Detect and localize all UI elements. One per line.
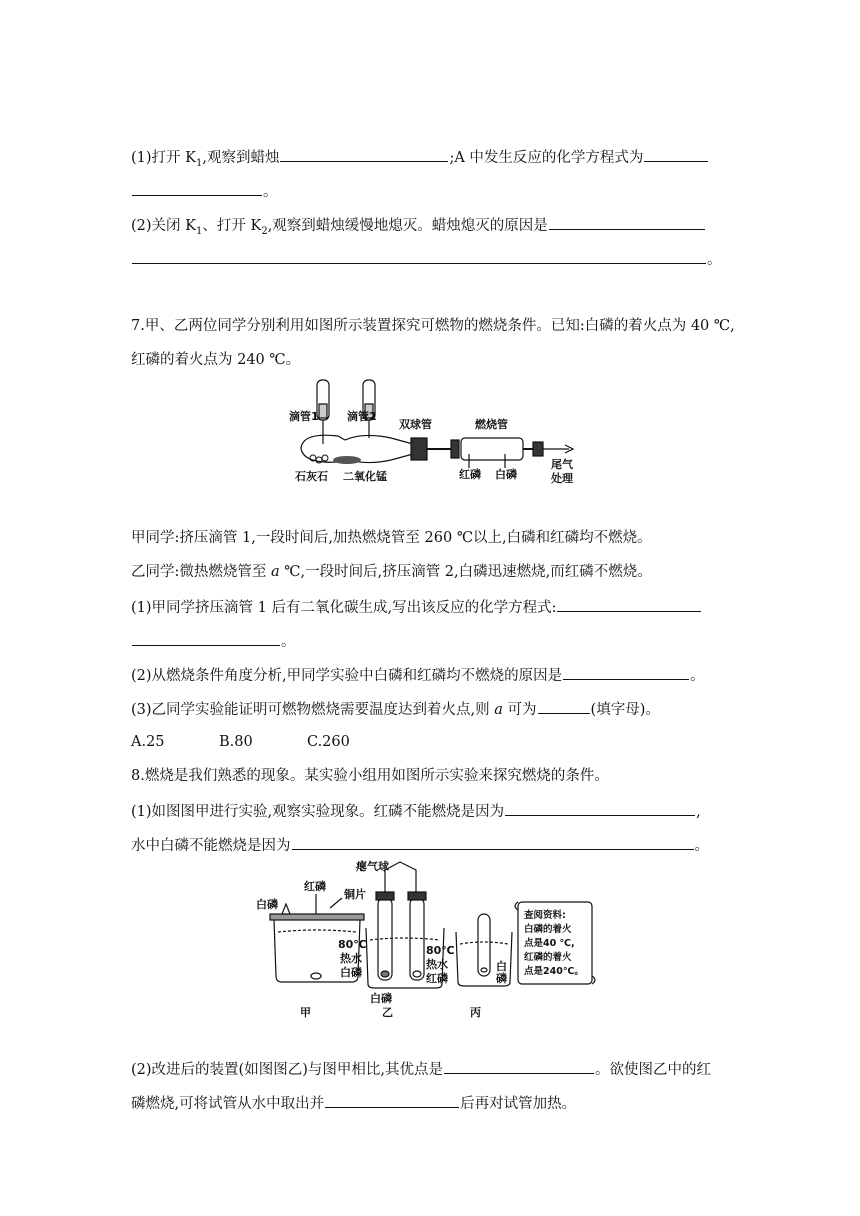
note-line-3: 点是40 ℃, xyxy=(524,938,575,949)
label-white-p-c-1: 白 xyxy=(496,960,507,973)
answer-blank[interactable] xyxy=(563,664,689,680)
q7-yi-text: 乙同学:微热燃烧管至 a ℃,一段时间后,挤压滴管 2,白磷迅速燃烧,而红磷不燃烧。 xyxy=(131,564,652,580)
label-temp-a: 80℃ xyxy=(338,938,367,951)
label-yi: 乙 xyxy=(382,1006,393,1018)
label-mno2: 二氧化锰 xyxy=(343,470,387,483)
label-bing: 丙 xyxy=(470,1006,481,1018)
q6-part1-line1: (1)打开 $K_1$,观察到蜡烛 ;A 中发生反应的化学方程式为 xyxy=(131,146,709,174)
label-tail-gas-1: 尾气 xyxy=(551,458,573,471)
label-hot-water-a: 热水 xyxy=(340,952,362,965)
answer-blank[interactable] xyxy=(325,1092,459,1108)
q7-stem-line1: 7.甲、乙两位同学分别利用如图所示装置探究可燃物的燃烧条件。已知:白磷的着火点为 40 ℃, xyxy=(131,318,735,334)
q7-stem-line2: 红磷的着火点为 240 ℃。 xyxy=(131,352,301,368)
answer-blank[interactable] xyxy=(280,146,448,162)
q7-jia-text: 甲同学:挤压滴管 1,一段时间后,加热燃烧管至 260 ℃以上,白磷和红磷均不燃烧。 xyxy=(131,530,652,546)
label-double-bulb: 双球管 xyxy=(399,418,432,431)
answer-blank[interactable] xyxy=(549,214,705,230)
note-line-4: 红磷的着火 xyxy=(524,952,572,963)
label-white-p-left: 白磷 xyxy=(256,898,278,911)
q7-sub2: (2)从燃烧条件角度分析,甲同学实验中白磷和红磷均不燃烧的原因是 。 xyxy=(131,664,705,686)
label-white-p-a: 白磷 xyxy=(340,966,362,979)
label-tail-gas-2: 处理 xyxy=(551,472,573,485)
q7-apparatus-diagram xyxy=(283,376,583,486)
label-red-p-top: 红磷 xyxy=(304,880,326,893)
q6-part2-line1: (2)关闭 $K_1$、打开 $K_2$,观察到蜡烛缓慢地熄灭。蜡烛熄灭的原因是 xyxy=(131,214,706,242)
q6-part2-line2: 。 xyxy=(131,248,722,270)
label-jia: 甲 xyxy=(300,1006,311,1018)
option-b: B.80 xyxy=(219,734,253,750)
label-copper: 铜片 xyxy=(344,888,366,901)
q8-sub2-line2: 磷燃烧,可将试管从水中取出并 后再对试管加热。 xyxy=(131,1092,576,1114)
answer-blank[interactable] xyxy=(132,630,280,646)
q7-options xyxy=(131,732,350,752)
label-red-phosphorus: 红磷 xyxy=(459,468,481,481)
label-limestone: 石灰石 xyxy=(295,470,328,483)
q6-part1-line2: 。 xyxy=(131,180,278,202)
answer-blank[interactable] xyxy=(132,248,706,264)
note-line-5: 点是240℃。 xyxy=(524,966,584,977)
option-a: A.25 xyxy=(131,734,165,750)
q7-sub1-line2: 。 xyxy=(131,630,296,652)
label-white-p-c-2: 磷 xyxy=(496,972,507,985)
answer-blank[interactable] xyxy=(557,596,701,612)
label-white-p-b: 白磷 xyxy=(370,992,392,1005)
answer-blank[interactable] xyxy=(444,1058,594,1074)
label-balloon: 瘪气球 xyxy=(356,860,389,873)
answer-blank[interactable] xyxy=(132,180,262,196)
q8-stem: 8.燃烧是我们熟悉的现象。某实验小组用如图所示实验来探究燃烧的条件。 xyxy=(131,768,609,784)
answer-blank[interactable] xyxy=(505,800,695,816)
label-hot-water-b: 热水 xyxy=(426,958,448,971)
q8-experiment-diagram xyxy=(256,858,606,1018)
note-line-1: 查阅资料: xyxy=(524,910,566,921)
q8-sub2-line1: (2)改进后的装置(如图图乙)与图甲相比,其优点是 。欲使图乙中的红 xyxy=(131,1058,711,1080)
q8-sub1-line2: 水中白磷不能燃烧是因为 。 xyxy=(131,834,709,856)
label-dropper-2: 滴管2 xyxy=(347,410,377,423)
note-line-2: 白磷的着火 xyxy=(524,924,572,935)
q7-sub1-line1: (1)甲同学挤压滴管 1 后有二氧化碳生成,写出该反应的化学方程式: xyxy=(131,596,702,618)
label-white-phosphorus: 白磷 xyxy=(495,468,517,481)
label-temp-b: 80℃ xyxy=(426,944,455,957)
q8-sub1-line1: (1)如图图甲进行实验,观察实验现象。红磷不能燃烧是因为 , xyxy=(131,800,701,822)
label-red-p-b: 红磷 xyxy=(426,972,448,985)
answer-blank[interactable] xyxy=(644,146,708,162)
answer-blank[interactable] xyxy=(538,698,590,714)
label-dropper-1: 滴管1 xyxy=(289,410,319,423)
option-c: C.260 xyxy=(307,734,350,750)
label-burn-tube: 燃烧管 xyxy=(475,418,508,431)
q7-sub3: (3)乙同学实验能证明可燃物燃烧需要温度达到着火点,则 a 可为 (填字母)。 xyxy=(131,698,660,720)
answer-blank[interactable] xyxy=(292,834,694,850)
